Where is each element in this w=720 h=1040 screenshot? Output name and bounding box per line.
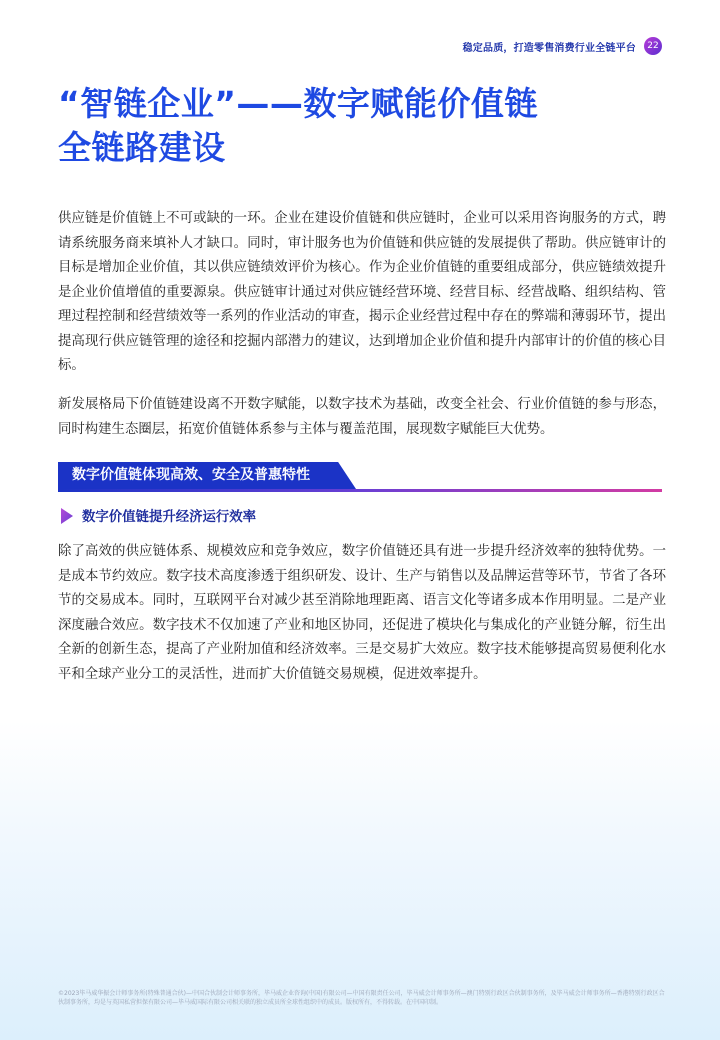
triangle-marker-icon (60, 507, 74, 525)
page-number-badge: 22 (644, 37, 662, 55)
body-paragraph-2: 新发展格局下价值链建设离不开数字赋能，以数字技术为基础，改变全社会、行业价值链的参与形态，同时构建生态圈层，拓宽价值链体系参与主体与覆盖范围，展现数字赋能巨大优势。 (58, 397, 666, 437)
header-tagline: 稳定品质，打造零售消费行业全链平台 (462, 42, 636, 54)
section-banner-underline (58, 489, 662, 492)
subsection-heading (60, 506, 256, 525)
section-banner (58, 462, 662, 492)
subsection-title: 数字价值链提升经济运行效率 (82, 510, 257, 525)
page-title (58, 82, 668, 170)
footer-copyright: ©2023毕马威华振会计师事务所(特殊普通合伙)—中国合伙制会计师事务所，毕马威企业咨询(中国)有限公司—中国有限责任公司，毕马威会计师事务所—澳门特别行政区合伙制事务所，及毕马威会计师事务所—香港特别行政区合伙制事务所，均是与英国私营担保有限公司—毕马威国际有限公司相关联的独立成员所全球性组织中的成员。版权所有，不得转载。在中国印制。 (58, 990, 665, 1006)
body-paragraph-1: 供应链是价值链上不可或缺的一环。企业在建设价值链和供应链时，企业可以采用咨询服务的方式，聘请系统服务商来填补人才缺口。同时，审计服务也为价值链和供应链的发展提供了帮助。供应链审计的目标是增加企业价值，其以供应链绩效评价为核心。作为企业价值链的重要组成部分，供应链绩效提升是企业价值增值的重要源泉。供应链审计通过对供应链经营环境、经营目标、经营战略、组织结构、管理过程控制和经营绩效等一系列的作业活动的审查，揭示企业经营过程中存在的弊端和薄弱环节，提出提高现行供应链管理的途径和挖掘内部潜力的建议，达到增加企业价值和提升内部审计的价值的核心目标。 (58, 211, 666, 373)
section-title: 数字价值链体现高效、安全及普惠特性 (72, 467, 310, 483)
section-body-paragraph: 除了高效的供应链体系、规模效应和竞争效应，数字价值链还具有进一步提升经济效率的独特优势。一是成本节约效应。数字技术高度渗透于组织研发、设计、生产与销售以及品牌运营等环节，节省了各环节的交易成本。同时，互联网平台对减少甚至消除地理距离、语言文化等诸多成本作用明显。二是产业深度融合效应。数字技术不仅加速了产业和地区协同，还促进了模块化与集成化的产业链分解，衍生出全新的创新生态，提高了产业附加值和经济效率。三是交易扩大效应。数字技术能够提高贸易便利化水平和全球产业分工的灵活性，进而扩大价值链交易规模，促进效率提升。 (58, 544, 666, 682)
page-title-line1: “智链企业”——数字赋能价值链 (58, 84, 538, 123)
page-header (463, 37, 662, 55)
page-title-line2: 全链路建设 (58, 128, 226, 167)
